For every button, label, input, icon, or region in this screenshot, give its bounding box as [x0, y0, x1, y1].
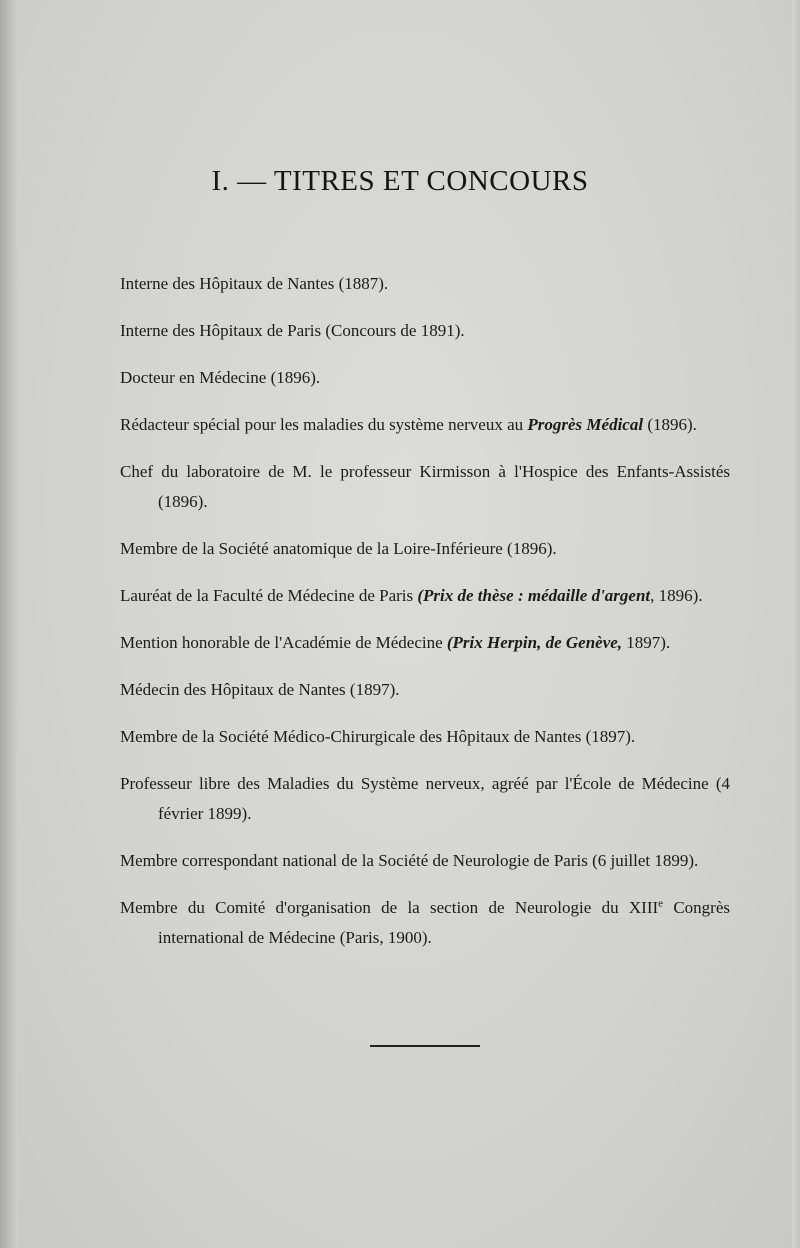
- list-item: [120, 628, 730, 658]
- list-item: [120, 410, 730, 440]
- entry-text: Membre correspondant national de la Société de Neurologie de Paris (6 juillet 1899).: [120, 851, 699, 870]
- list-item: [120, 893, 730, 953]
- entry-italic-text: (Prix de thèse : médaille d'argent: [417, 586, 651, 605]
- entry-superscript: e: [658, 897, 664, 910]
- entry-text: Professeur libre des Maladies du Système nerveux, agréé par l'École de Médecine (4 février 1899).: [120, 774, 730, 823]
- titles-list: [120, 252, 730, 963]
- entry-italic-text: Progrès Médical: [527, 415, 644, 434]
- entry-text: Membre du Comité d'organisation de la section de Neurologie du XIII: [120, 898, 659, 917]
- entry-italic-text: (Prix Herpin, de Genève,: [446, 633, 623, 652]
- entry-text: Interne des Hôpitaux de Nantes (1887).: [120, 274, 389, 293]
- entry-text: Membre de la Société anatomique de la Loire-Inférieure (1896).: [120, 539, 557, 558]
- entry-text: Lauréat de la Faculté de Médecine de Paris: [120, 586, 418, 605]
- list-item: [120, 769, 730, 829]
- section-divider: [370, 1045, 480, 1047]
- list-item: [120, 269, 730, 299]
- entry-text: Mention honorable de l'Académie de Médecine: [120, 633, 447, 652]
- entry-text: Médecin des Hôpitaux de Nantes (1897).: [120, 680, 400, 699]
- entry-text: 1897).: [622, 633, 671, 652]
- entry-text: Rédacteur spécial pour les maladies du système nerveux au: [120, 415, 528, 434]
- entry-text: , 1896).: [650, 586, 703, 605]
- list-item: [120, 846, 730, 876]
- list-item: [120, 316, 730, 346]
- entry-text: (1896).: [643, 415, 697, 434]
- list-item: [120, 722, 730, 752]
- entry-text: Congrès international de Médecine (Paris, 1900).: [158, 898, 730, 947]
- page-title: I. — TITRES ET CONCOURS: [211, 165, 589, 198]
- entry-text: Docteur en Médecine (1896).: [120, 368, 321, 387]
- list-item: [120, 581, 730, 611]
- list-item: [120, 675, 730, 705]
- list-item: [120, 534, 730, 564]
- list-item: [120, 363, 730, 393]
- list-item: [120, 457, 730, 517]
- entry-text: Chef du laboratoire de M. le professeur Kirmisson à l'Hospice des Enfants-Assistés (1896).: [120, 462, 730, 511]
- entry-text: Interne des Hôpitaux de Paris (Concours de 1891).: [120, 321, 465, 340]
- entry-text: Membre de la Société Médico-Chirurgicale des Hôpitaux de Nantes (1897).: [120, 727, 636, 746]
